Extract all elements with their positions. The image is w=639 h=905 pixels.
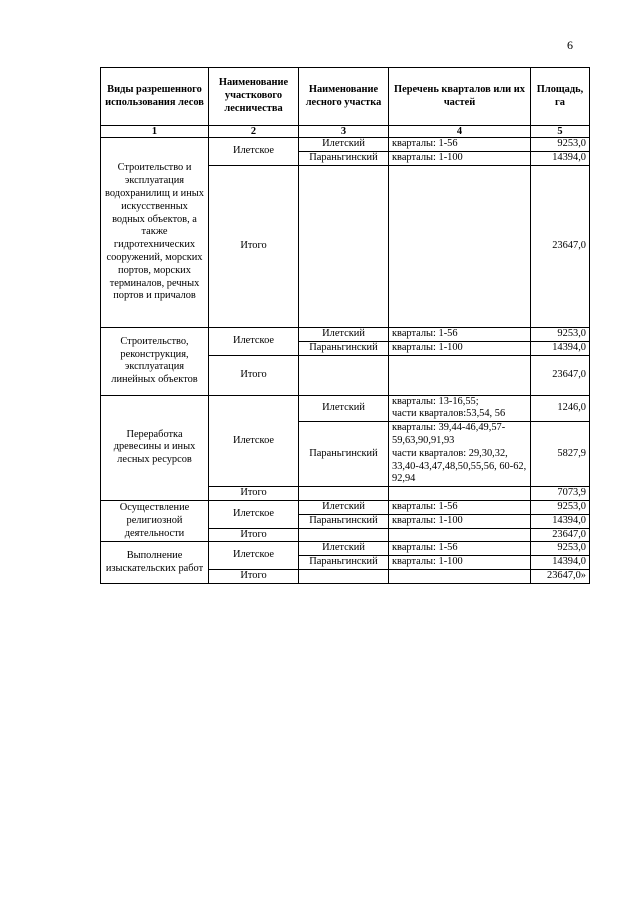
header-plot: Наименование лесного участка [299, 68, 389, 126]
total-area: 23647,0 [531, 166, 590, 328]
area-cell: 14394,0 [531, 556, 590, 570]
table-row [101, 501, 590, 515]
area-cell: 1246,0 [531, 395, 590, 422]
plot-cell: Илетский [299, 542, 389, 556]
quarters-cell: кварталы: 1-100 [389, 341, 531, 355]
quarters-cell: кварталы: 1-100 [389, 556, 531, 570]
total-area: 23647,0 [531, 528, 590, 542]
header-row [101, 68, 590, 126]
use-type-cell: Строительство и эксплуатация водохранилищ и иных искусственных водных объектов, а также гидротехнических сооружений, морских портов, морских терминалов, речных портов и причалов [101, 138, 209, 328]
quarters-cell: кварталы: 13-16,55; части кварталов:53,54, 56 [389, 395, 531, 422]
quarters-cell: кварталы: 1-100 [389, 152, 531, 166]
empty-cell [389, 166, 531, 328]
plot-cell: Параньгинский [299, 422, 389, 487]
plot-cell: Параньгинский [299, 514, 389, 528]
table-row [101, 328, 590, 342]
column-number: 5 [531, 126, 590, 138]
quarters-cell: кварталы: 39,44-46,49,57-59,63,90,91,93 части кварталов: 29,30,32, 33,40-43,47,48,50,55,56, 60-62, 92,94 [389, 422, 531, 487]
page-number: 6 [567, 38, 573, 52]
column-number: 1 [101, 126, 209, 138]
empty-cell [389, 528, 531, 542]
forestry-cell: Илетское [209, 542, 299, 570]
plot-cell: Параньгинский [299, 341, 389, 355]
plot-cell: Илетский [299, 138, 389, 152]
empty-cell [389, 355, 531, 395]
area-cell: 9253,0 [531, 138, 590, 152]
empty-cell [299, 166, 389, 328]
header-forestry: Наименование участкового лесничества [209, 68, 299, 126]
quarters-cell: кварталы: 1-56 [389, 501, 531, 515]
plot-cell: Илетский [299, 328, 389, 342]
area-cell: 9253,0 [531, 542, 590, 556]
empty-cell [299, 569, 389, 583]
plot-cell: Параньгинский [299, 556, 389, 570]
area-cell: 14394,0 [531, 514, 590, 528]
column-number: 3 [299, 126, 389, 138]
column-number: 2 [209, 126, 299, 138]
table-row [101, 395, 590, 422]
forestry-cell: Илетское [209, 328, 299, 356]
table-row [101, 138, 590, 152]
header-use-type: Виды разрешенного использования лесов [101, 68, 209, 126]
quarters-cell: кварталы: 1-56 [389, 542, 531, 556]
forestry-cell: Илетское [209, 138, 299, 166]
use-type-cell: Переработка древесины и иных лесных ресурсов [101, 395, 209, 500]
use-type-cell: Выполнение изыскательских работ [101, 542, 209, 583]
empty-cell [299, 528, 389, 542]
empty-cell [389, 487, 531, 501]
total-label: Итого [209, 355, 299, 395]
area-cell: 9253,0 [531, 328, 590, 342]
total-label: Итого [209, 487, 299, 501]
header-area: Площадь, га [531, 68, 590, 126]
total-area: 23647,0» [531, 569, 590, 583]
total-area: 23647,0 [531, 355, 590, 395]
total-area: 7073,9 [531, 487, 590, 501]
column-number-row [101, 126, 590, 138]
use-type-cell: Осуществление религиозной деятельности [101, 501, 209, 542]
header-quarters: Перечень кварталов или их частей [389, 68, 531, 126]
empty-cell [299, 355, 389, 395]
area-cell: 14394,0 [531, 152, 590, 166]
plot-cell: Параньгинский [299, 152, 389, 166]
forest-use-table [100, 67, 590, 584]
area-cell: 14394,0 [531, 341, 590, 355]
quarters-cell: кварталы: 1-56 [389, 138, 531, 152]
forestry-cell: Илетское [209, 501, 299, 529]
total-label: Итого [209, 166, 299, 328]
area-cell: 9253,0 [531, 501, 590, 515]
total-label: Итого [209, 569, 299, 583]
plot-cell: Илетский [299, 395, 389, 422]
use-type-cell: Строительство, реконструкция, эксплуатация линейных объектов [101, 328, 209, 396]
forestry-cell: Илетское [209, 395, 299, 487]
table-row [101, 542, 590, 556]
empty-cell [389, 569, 531, 583]
column-number: 4 [389, 126, 531, 138]
total-label: Итого [209, 528, 299, 542]
quarters-cell: кварталы: 1-100 [389, 514, 531, 528]
quarters-cell: кварталы: 1-56 [389, 328, 531, 342]
plot-cell: Илетский [299, 501, 389, 515]
empty-cell [299, 487, 389, 501]
area-cell: 5827,9 [531, 422, 590, 487]
